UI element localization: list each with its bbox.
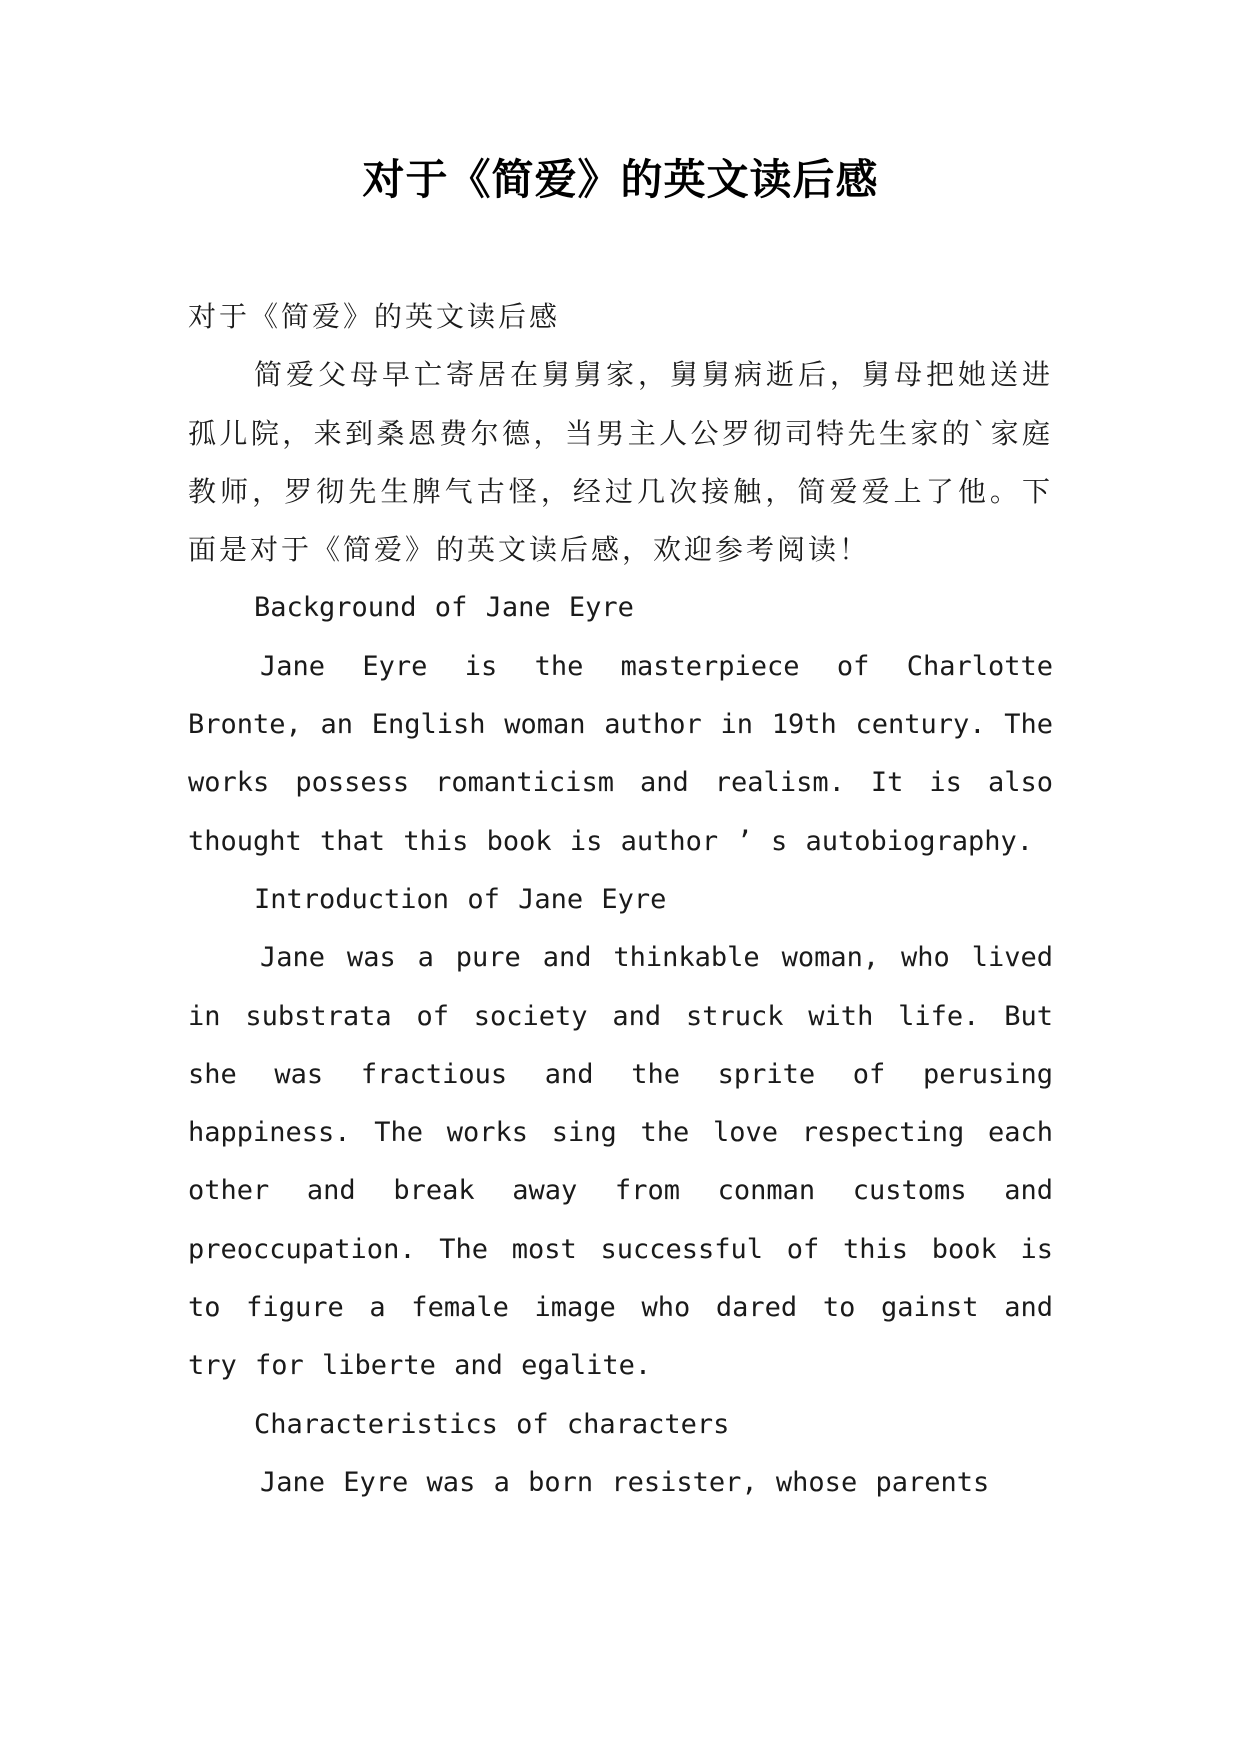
intro-paragraph: 简爱父母早亡寄居在舅舅家，舅舅病逝后，舅母把她送进孤儿院，来到桑恩费尔德，当男主人公罗彻司特先生家的`家庭教师，罗彻先生脾气古怪，经过几次接触，简爱爱上了他。下面是对于《简爱》的英文读后感，欢迎参考阅读！	[188, 358, 1053, 567]
section-heading-introduction: Introduction of Jane Eyre	[254, 883, 667, 915]
section-body-introduction: Jane was a pure and thinkable woman, who lived in substrata of society and struck with life. But she was fractious and the sprite of perusing happiness. The works sing the love respecting each other and break away from conman customs and preoccupation. The most successful of this book is to figure a female image who dared to gainst and try for liberte and egalite.	[188, 942, 1053, 1382]
section-body-characteristics: Jane Eyre was a born resister, whose parents	[260, 1466, 990, 1498]
document-body	[188, 288, 1053, 1512]
section-heading-background: Background of Jane Eyre	[254, 592, 634, 624]
document-title: 对于《简爱》的英文读后感	[362, 155, 879, 204]
subtitle-line: 对于《简爱》的英文读后感	[188, 300, 561, 333]
section-body-background: Jane Eyre is the masterpiece of Charlotte Bronte, an English woman author in 19th century. The works possess romanticism and realism. It is also thought that this book is author ’ s autobiography.	[188, 650, 1053, 857]
section-heading-characteristics: Characteristics of characters	[254, 1408, 730, 1440]
